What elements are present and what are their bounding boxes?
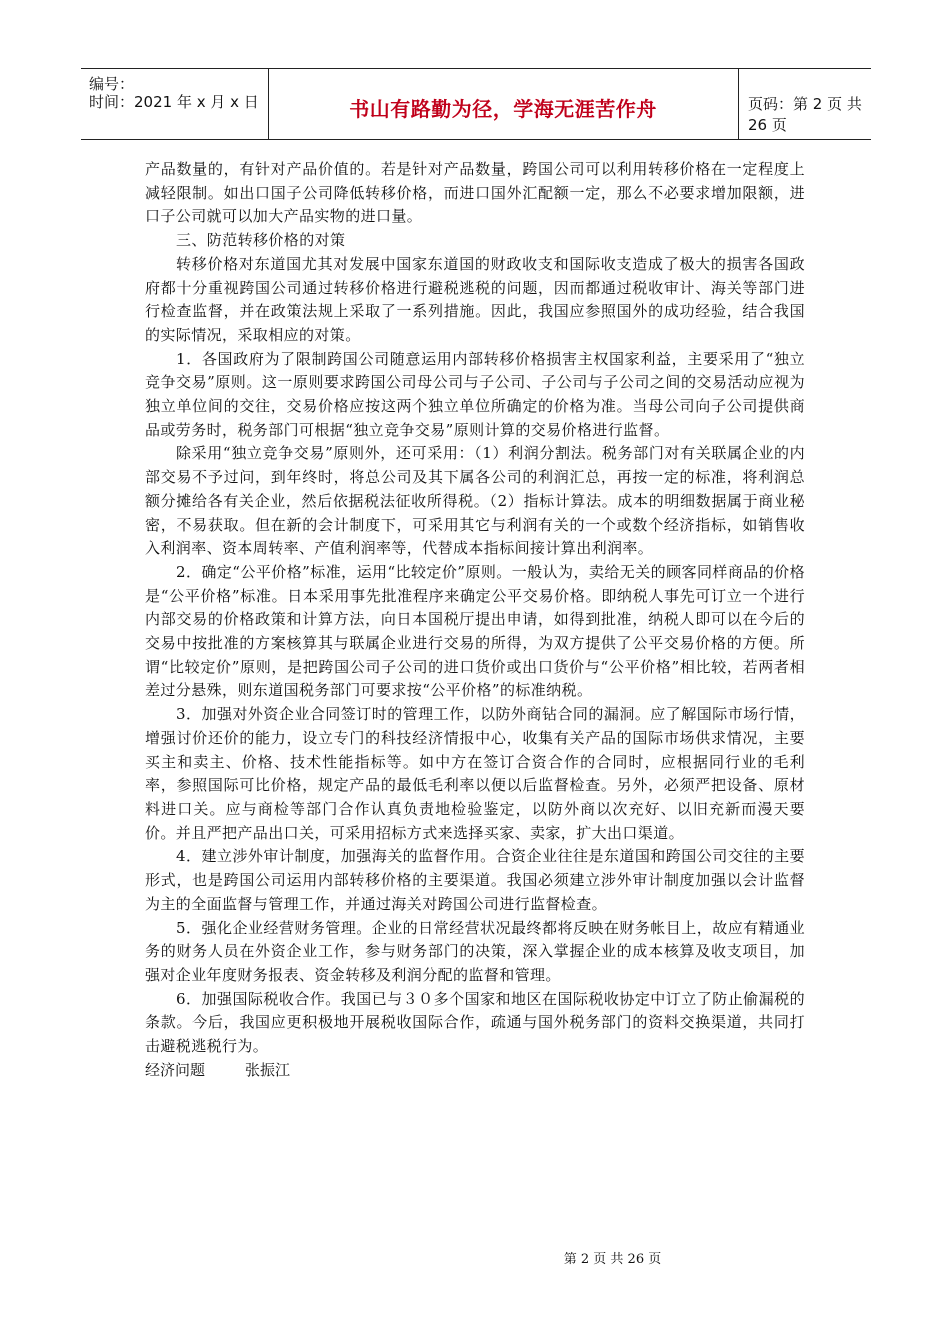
header-meta-cell [81,69,269,139]
signature-author: 张振江 [245,1060,291,1079]
document-body [145,158,805,1082]
header-page-info: 页码：第 2 页 共 26 页 [748,95,862,134]
section-heading: 三、防范转移价格的对策 [176,231,346,250]
body-paragraph: 1．各国政府为了限制跨国公司随意运用内部转移价格损害主权国家利益，主要采用了“独立竞争交易”原则。这一原则要求跨国公司母公司与子公司、子公司与子公司之间的交易活动应视为独立单位间的交往，交易价格应按这两个独立单位所确定的价格为准。当母公司向子公司提供商品或劳务时，税务部门可根据“独立竞争交易”原则计算的交易价格进行监督。 [145,349,805,439]
body-paragraph: 除采用“独立竞争交易”原则外，还可采用：（1）利润分割法。税务部门对有关联属企业的内部交易不予过问，到年终时，将总公司及其下属各公司的利润汇总，再按一定的标准，将利润总额分摊给各有关企业，然后依据税法征收所得税。（2）指标计算法。成本的明细数据属于商业秘密，不易获取。但在新的会计制度下，可采用其它与利润有关的一个或数个经济指标，如销售收入利润率、资本周转率、产值利润率等，代替成本指标间接计算出利润率。 [145,444,805,558]
body-paragraph: 6．加强国际税收合作。我国已与３０多个国家和地区在国际税收协定中订立了防止偷漏税的条款。今后，我国应更积极地开展税收国际合作，疏通与国外税务部门的资料交换渠道，共同打击避税逃税行为。 [145,989,805,1056]
page-footer: 第 2 页 共 26 页 [563,1252,662,1267]
body-paragraph: 5．强化企业经营财务管理。企业的日常经营状况最终都将反映在财务帐目上，故应有精通业务的财务人员在外资企业工作，参与财务部门的决策，深入掌握企业的成本核算及收支项目，加强对企业年度财务报表、资金转移及利润分配的监督和管理。 [145,918,805,984]
header-page-cell [738,69,871,139]
signature-source: 经济问题 [145,1060,206,1079]
body-paragraph: 2．确定“公平价格”标准，运用“比较定价”原则。一般认为，卖给无关的顾客同样商品的价格是“公平价格”标准。日本采用事先批准程序来确定公平交易价格。即纳税人事先可订立一个进行内部交易的价格政策和计算方法，向日本国税厅提出申请，如得到批准，纳税人即可以在今后的交易中按批准的方案核算其与联属企业进行交易的所得，为双方提供了公平交易价格的方便。所谓“比较定价”原则，是把跨国公司子公司的进口货价或出口货价与“公平价格”相比较，若两者相差过分悬殊，则东道国税务部门可要求按“公平价格”的标准纳税。 [145,562,805,700]
body-paragraph: 转移价格对东道国尤其对发展中国家东道国的财政收支和国际收支造成了极大的损害各国政府都十分重视跨国公司通过转移价格进行避税逃税的问题，因而都通过税收审计、海关等部门进行检查监督，并在政策法规上采取了一系列措施。因此，我国应参照国外的成功经验，结合我国的实际情况，采取相应的对策。 [145,254,805,344]
document-number-label: 编号： [89,75,135,93]
header-motto-cell [268,69,739,139]
body-paragraph: 4．建立涉外审计制度，加强海关的监督作用。合资企业往往是东道国和跨国公司交往的主要形式，也是跨国公司运用内部转移价格的主要渠道。我国必须建立涉外审计制度加强以会计监督为主的全面监督与管理工作，并通过海关对跨国公司进行监督检查。 [145,847,805,913]
body-paragraph: 产品数量的，有针对产品价值的。若是针对产品数量，跨国公司可以利用转移价格在一定程度上减轻限制。如出口国子公司降低转移价格，而进口国外汇配额一定，那么不必要求增加限额，进口子公司就可以加大产品实物的进口量。 [145,160,805,226]
page-header [81,68,871,140]
header-motto: 书山有路勤为径，学海无涯苦作舟 [349,97,657,121]
body-paragraph: 3．加强对外资企业合同签订时的管理工作，以防外商钻合同的漏洞。应了解国际市场行情，增强讨价还价的能力，设立专门的科技经济情报中心，收集有关产品的国际市场供求情况，主要买主和卖主、价格、技术性能指标等。如中方在签订合资合作的合同时，应根据同行业的毛利率，参照国际可比价格，规定产品的最低毛利率以便以后监督检查。另外，必须严把设备、原材料进口关。应与商检等部门合作认真负责地检验鉴定，以防外商以次充好、以旧充新而漫天要价。并且严把产品出口关，可采用招标方式来选择买家、卖家，扩大出口渠道。 [145,705,805,842]
article-signature [145,1059,805,1083]
document-date-label: 时间：2021 年 x 月 x 日 [89,93,259,111]
